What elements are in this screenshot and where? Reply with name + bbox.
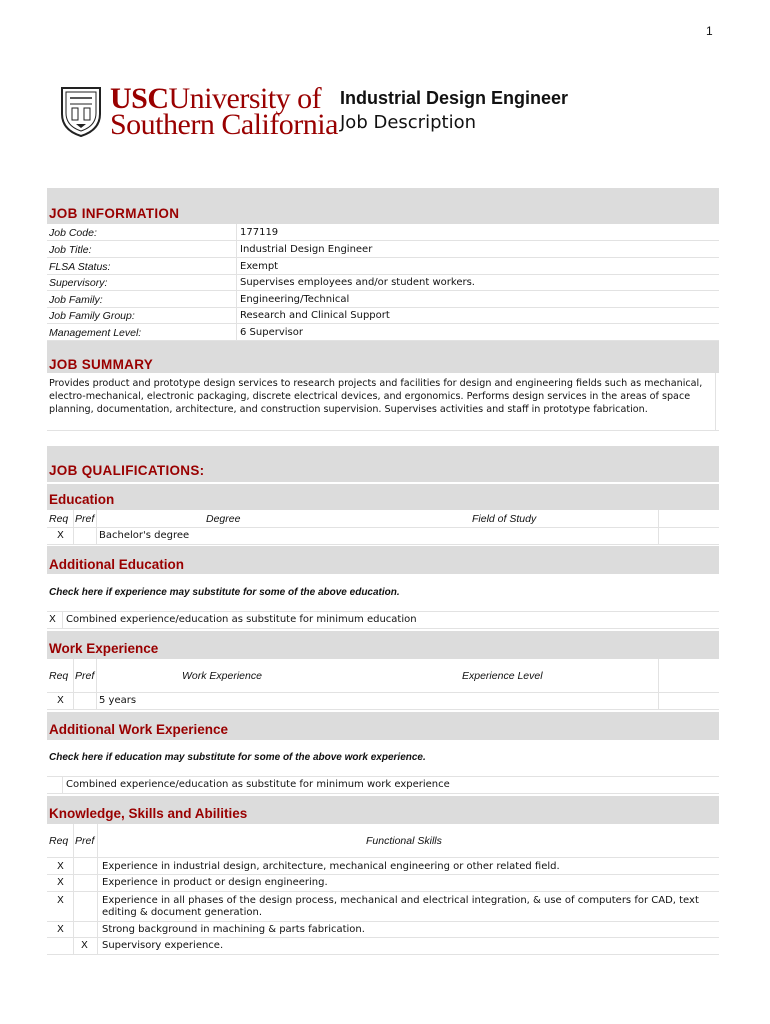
job-title-value: Industrial Design Engineer [240, 244, 373, 255]
additional-education-item: Combined experience/education as substitute for minimum education [66, 614, 417, 625]
additional-work-item: Combined experience/education as substitute for minimum work experience [66, 779, 450, 790]
page-title: Industrial Design Engineer [340, 88, 569, 108]
work-experience-header: Work Experience [182, 670, 262, 682]
job-information-heading: JOB INFORMATION [49, 206, 180, 221]
ksa-heading: Knowledge, Skills and Abilities [49, 806, 248, 821]
additional-work-check-text: Check here if education may substitute for some of the above work experience. [49, 752, 426, 763]
education-pref-header: Pref [75, 513, 95, 525]
work-req-header: Req [49, 670, 69, 682]
management-level-label: Management Level: [49, 327, 142, 339]
job-family-group-label: Job Family Group: [49, 310, 135, 322]
work-level-header: Experience Level [462, 670, 543, 682]
work-experience-heading: Work Experience [49, 641, 159, 656]
ksa-skill-item: Supervisory experience. [102, 940, 224, 951]
page-number: 1 [706, 24, 713, 38]
work-req-mark: X [57, 695, 64, 706]
usc-seal-icon [58, 84, 104, 138]
work-pref-header: Pref [75, 670, 95, 682]
work-experience-value: 5 years [99, 695, 137, 706]
education-bar [47, 484, 719, 510]
education-req-mark: X [57, 530, 64, 541]
job-family-label: Job Family: [49, 294, 103, 306]
ksa-req-header: Req [49, 835, 69, 847]
job-family-group-value: Research and Clinical Support [240, 310, 390, 321]
supervisory-value: Supervises employees and/or student workers. [240, 277, 475, 288]
ksa-pref-header: Pref [75, 835, 95, 847]
additional-education-checkbox[interactable]: X [49, 614, 56, 625]
job-code-label: Job Code: [49, 227, 97, 239]
ksa-pref-mark: X [81, 940, 88, 951]
page-subtitle: Job Description [340, 112, 476, 133]
ksa-req-mark: X [57, 877, 64, 888]
supervisory-label: Supervisory: [49, 277, 108, 289]
education-req-header: Req [49, 513, 69, 525]
ksa-skill-item: Experience in product or design engineering. [102, 877, 328, 888]
additional-education-check-text: Check here if experience may substitute for some of the above education. [49, 587, 400, 598]
ksa-skill-item: Experience in industrial design, architecture, mechanical engineering or other related field. [102, 861, 560, 872]
job-family-value: Engineering/Technical [240, 294, 350, 305]
education-degree-value: Bachelor's degree [99, 530, 190, 541]
logo-wordmark-line2: Southern California [110, 108, 338, 141]
ksa-skill-item: Strong background in machining & parts fabrication. [102, 924, 365, 935]
job-qualifications-heading: JOB QUALIFICATIONS: [49, 463, 205, 478]
job-summary-text: Provides product and prototype design services to research projects and facilities for design and engineering fields such as mechanical, electro-mechanical, electronic packaging, discrete electrical devices, and ergonomics. Performs design services in the areas of space planning, documentation, architecture, and construction supervision. Supervises activities and staff in prototype fabrication. [49, 378, 703, 415]
ksa-req-mark: X [57, 861, 64, 872]
education-field-header: Field of Study [472, 513, 537, 525]
education-degree-header: Degree [206, 513, 241, 525]
ksa-skills-header: Functional Skills [366, 835, 442, 847]
management-level-value: 6 Supervisor [240, 327, 303, 338]
ksa-req-mark: X [57, 924, 64, 935]
additional-education-heading: Additional Education [49, 557, 184, 572]
job-title-label: Job Title: [49, 244, 92, 256]
flsa-status-label: FLSA Status: [49, 261, 111, 273]
additional-work-experience-heading: Additional Work Experience [49, 722, 229, 737]
ksa-req-mark: X [57, 895, 64, 906]
logo-wordmark-line1: USCUniversity of [110, 82, 322, 115]
ksa-skill-item: Experience in all phases of the design process, mechanical and electrical integration, & use of computers for CAD, text editing & document generation. [102, 895, 699, 918]
job-summary-heading: JOB SUMMARY [49, 357, 154, 372]
job-code-value: 177119 [240, 227, 279, 238]
education-heading: Education [49, 492, 115, 507]
flsa-status-value: Exempt [240, 261, 279, 272]
